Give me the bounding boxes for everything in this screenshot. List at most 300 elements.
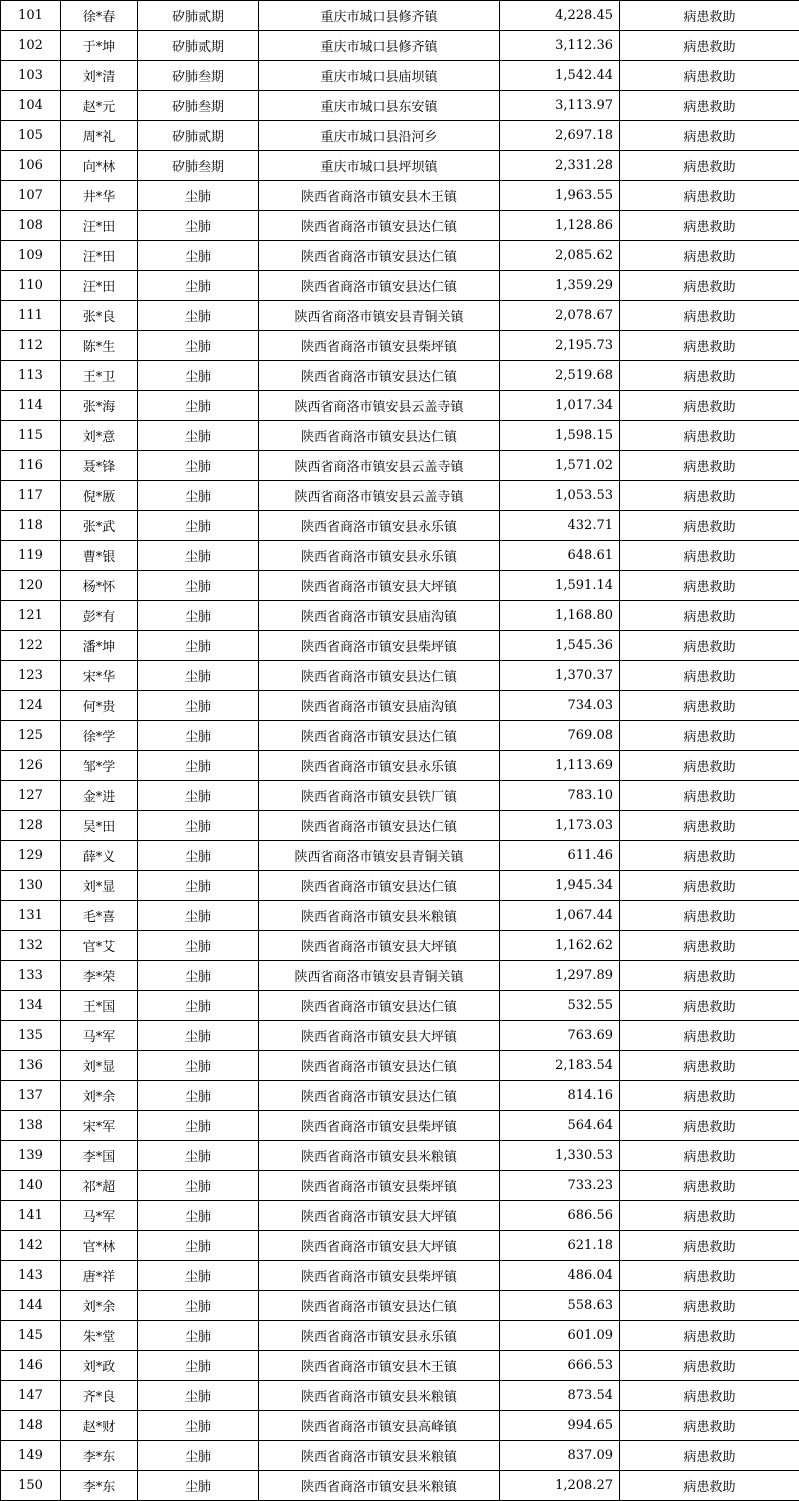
cell-disease: 矽肺叁期 bbox=[138, 61, 259, 91]
cell-address: 陕西省商洛市镇安县达仁镇 bbox=[259, 271, 500, 301]
cell-disease: 尘肺 bbox=[138, 241, 259, 271]
cell-address: 重庆市城口县沿河乡 bbox=[259, 121, 500, 151]
cell-disease: 尘肺 bbox=[138, 751, 259, 781]
cell-name: 向*林 bbox=[61, 151, 138, 181]
cell-no: 103 bbox=[1, 61, 61, 91]
table-row bbox=[1, 181, 799, 211]
cell-address: 陕西省商洛市镇安县柴坪镇 bbox=[259, 1261, 500, 1291]
cell-no: 133 bbox=[1, 961, 61, 991]
cell-no: 102 bbox=[1, 31, 61, 61]
table-row bbox=[1, 1381, 799, 1411]
cell-no: 149 bbox=[1, 1441, 61, 1471]
cell-address: 陕西省商洛市镇安县米粮镇 bbox=[259, 1471, 500, 1501]
table-row bbox=[1, 931, 799, 961]
cell-no: 112 bbox=[1, 331, 61, 361]
cell-amount: 1,963.55 bbox=[500, 181, 620, 211]
cell-no: 134 bbox=[1, 991, 61, 1021]
cell-name: 周*礼 bbox=[61, 121, 138, 151]
cell-disease: 尘肺 bbox=[138, 841, 259, 871]
cell-disease: 尘肺 bbox=[138, 1261, 259, 1291]
cell-disease: 尘肺 bbox=[138, 301, 259, 331]
cell-disease: 尘肺 bbox=[138, 361, 259, 391]
cell-relief-type: 病患救助 bbox=[620, 841, 799, 871]
table-row bbox=[1, 211, 799, 241]
cell-amount: 1,370.37 bbox=[500, 661, 620, 691]
cell-relief-type: 病患救助 bbox=[620, 1171, 799, 1201]
cell-amount: 1,168.80 bbox=[500, 601, 620, 631]
cell-amount: 734.03 bbox=[500, 691, 620, 721]
cell-name: 倪*厫 bbox=[61, 481, 138, 511]
cell-amount: 1,173.03 bbox=[500, 811, 620, 841]
cell-no: 144 bbox=[1, 1291, 61, 1321]
cell-amount: 994.65 bbox=[500, 1411, 620, 1441]
cell-address: 陕西省商洛市镇安县米粮镇 bbox=[259, 1441, 500, 1471]
cell-disease: 尘肺 bbox=[138, 1021, 259, 1051]
cell-name: 唐*祥 bbox=[61, 1261, 138, 1291]
cell-disease: 尘肺 bbox=[138, 1351, 259, 1381]
cell-address: 陕西省商洛市镇安县达仁镇 bbox=[259, 1291, 500, 1321]
cell-disease: 尘肺 bbox=[138, 631, 259, 661]
cell-relief-type: 病患救助 bbox=[620, 451, 799, 481]
cell-address: 陕西省商洛市镇安县大坪镇 bbox=[259, 1201, 500, 1231]
table-row bbox=[1, 571, 799, 601]
table-row bbox=[1, 961, 799, 991]
cell-disease: 尘肺 bbox=[138, 511, 259, 541]
cell-amount: 2,195.73 bbox=[500, 331, 620, 361]
cell-name: 刘*显 bbox=[61, 871, 138, 901]
cell-name: 毛*喜 bbox=[61, 901, 138, 931]
cell-amount: 601.09 bbox=[500, 1321, 620, 1351]
cell-no: 104 bbox=[1, 91, 61, 121]
cell-name: 王*卫 bbox=[61, 361, 138, 391]
cell-relief-type: 病患救助 bbox=[620, 331, 799, 361]
cell-relief-type: 病患救助 bbox=[620, 1081, 799, 1111]
table-row bbox=[1, 121, 799, 151]
cell-disease: 尘肺 bbox=[138, 421, 259, 451]
cell-no: 141 bbox=[1, 1201, 61, 1231]
cell-relief-type: 病患救助 bbox=[620, 481, 799, 511]
table-row bbox=[1, 631, 799, 661]
cell-amount: 783.10 bbox=[500, 781, 620, 811]
cell-no: 121 bbox=[1, 601, 61, 631]
table-row bbox=[1, 1411, 799, 1441]
cell-disease: 尘肺 bbox=[138, 1111, 259, 1141]
cell-no: 106 bbox=[1, 151, 61, 181]
cell-name: 何*贵 bbox=[61, 691, 138, 721]
cell-disease: 尘肺 bbox=[138, 481, 259, 511]
cell-name: 宋*华 bbox=[61, 661, 138, 691]
cell-disease: 尘肺 bbox=[138, 1081, 259, 1111]
cell-name: 马*军 bbox=[61, 1021, 138, 1051]
cell-no: 124 bbox=[1, 691, 61, 721]
cell-name: 朱*堂 bbox=[61, 1321, 138, 1351]
cell-no: 145 bbox=[1, 1321, 61, 1351]
cell-amount: 1,162.62 bbox=[500, 931, 620, 961]
table-row bbox=[1, 391, 799, 421]
cell-disease: 尘肺 bbox=[138, 931, 259, 961]
cell-relief-type: 病患救助 bbox=[620, 1411, 799, 1441]
cell-name: 刘*余 bbox=[61, 1291, 138, 1321]
cell-address: 重庆市城口县坪坝镇 bbox=[259, 151, 500, 181]
cell-disease: 尘肺 bbox=[138, 391, 259, 421]
cell-relief-type: 病患救助 bbox=[620, 721, 799, 751]
cell-amount: 564.64 bbox=[500, 1111, 620, 1141]
table-row bbox=[1, 151, 799, 181]
table-row bbox=[1, 1351, 799, 1381]
cell-relief-type: 病患救助 bbox=[620, 421, 799, 451]
cell-address: 陕西省商洛市镇安县柴坪镇 bbox=[259, 631, 500, 661]
table-row bbox=[1, 901, 799, 931]
cell-no: 107 bbox=[1, 181, 61, 211]
cell-name: 杨*怀 bbox=[61, 571, 138, 601]
cell-amount: 3,113.97 bbox=[500, 91, 620, 121]
cell-address: 陕西省商洛市镇安县达仁镇 bbox=[259, 811, 500, 841]
cell-address: 重庆市城口县庙坝镇 bbox=[259, 61, 500, 91]
cell-name: 彭*有 bbox=[61, 601, 138, 631]
cell-name: 赵*元 bbox=[61, 91, 138, 121]
cell-relief-type: 病患救助 bbox=[620, 661, 799, 691]
cell-relief-type: 病患救助 bbox=[620, 301, 799, 331]
cell-relief-type: 病患救助 bbox=[620, 61, 799, 91]
cell-relief-type: 病患救助 bbox=[620, 541, 799, 571]
cell-disease: 尘肺 bbox=[138, 901, 259, 931]
cell-name: 刘*清 bbox=[61, 61, 138, 91]
cell-address: 陕西省商洛市镇安县永乐镇 bbox=[259, 751, 500, 781]
table-row bbox=[1, 991, 799, 1021]
cell-address: 陕西省商洛市镇安县青铜关镇 bbox=[259, 961, 500, 991]
cell-address: 陕西省商洛市镇安县青铜关镇 bbox=[259, 301, 500, 331]
cell-name: 官*艾 bbox=[61, 931, 138, 961]
cell-no: 143 bbox=[1, 1261, 61, 1291]
cell-no: 111 bbox=[1, 301, 61, 331]
cell-name: 汪*田 bbox=[61, 211, 138, 241]
cell-no: 128 bbox=[1, 811, 61, 841]
table-row bbox=[1, 751, 799, 781]
cell-disease: 尘肺 bbox=[138, 691, 259, 721]
table-row bbox=[1, 1261, 799, 1291]
cell-relief-type: 病患救助 bbox=[620, 571, 799, 601]
cell-address: 陕西省商洛市镇安县米粮镇 bbox=[259, 1141, 500, 1171]
cell-no: 120 bbox=[1, 571, 61, 601]
cell-amount: 1,545.36 bbox=[500, 631, 620, 661]
table-row bbox=[1, 271, 799, 301]
table-body bbox=[1, 1, 799, 1501]
cell-amount: 611.46 bbox=[500, 841, 620, 871]
table-row bbox=[1, 1141, 799, 1171]
cell-no: 108 bbox=[1, 211, 61, 241]
cell-disease: 尘肺 bbox=[138, 1231, 259, 1261]
cell-disease: 矽肺叁期 bbox=[138, 91, 259, 121]
cell-name: 邹*学 bbox=[61, 751, 138, 781]
cell-name: 于*坤 bbox=[61, 31, 138, 61]
cell-address: 重庆市城口县修齐镇 bbox=[259, 31, 500, 61]
table-row bbox=[1, 1111, 799, 1141]
table-row bbox=[1, 1231, 799, 1261]
cell-relief-type: 病患救助 bbox=[620, 271, 799, 301]
cell-no: 142 bbox=[1, 1231, 61, 1261]
cell-address: 陕西省商洛市镇安县大坪镇 bbox=[259, 1231, 500, 1261]
cell-relief-type: 病患救助 bbox=[620, 1, 799, 31]
cell-no: 117 bbox=[1, 481, 61, 511]
cell-amount: 1,542.44 bbox=[500, 61, 620, 91]
cell-name: 刘*显 bbox=[61, 1051, 138, 1081]
cell-disease: 尘肺 bbox=[138, 811, 259, 841]
cell-no: 113 bbox=[1, 361, 61, 391]
cell-name: 徐*学 bbox=[61, 721, 138, 751]
cell-relief-type: 病患救助 bbox=[620, 391, 799, 421]
cell-relief-type: 病患救助 bbox=[620, 601, 799, 631]
cell-amount: 1,297.89 bbox=[500, 961, 620, 991]
cell-amount: 621.18 bbox=[500, 1231, 620, 1261]
cell-name: 李*荣 bbox=[61, 961, 138, 991]
cell-no: 140 bbox=[1, 1171, 61, 1201]
cell-address: 陕西省商洛市镇安县达仁镇 bbox=[259, 1081, 500, 1111]
cell-name: 吴*田 bbox=[61, 811, 138, 841]
table-row bbox=[1, 1051, 799, 1081]
cell-relief-type: 病患救助 bbox=[620, 91, 799, 121]
cell-name: 曹*银 bbox=[61, 541, 138, 571]
cell-disease: 尘肺 bbox=[138, 571, 259, 601]
cell-amount: 1,053.53 bbox=[500, 481, 620, 511]
cell-relief-type: 病患救助 bbox=[620, 1111, 799, 1141]
cell-amount: 1,591.14 bbox=[500, 571, 620, 601]
cell-amount: 3,112.36 bbox=[500, 31, 620, 61]
cell-address: 陕西省商洛市镇安县高峰镇 bbox=[259, 1411, 500, 1441]
cell-no: 147 bbox=[1, 1381, 61, 1411]
cell-name: 张*良 bbox=[61, 301, 138, 331]
cell-address: 陕西省商洛市镇安县云盖寺镇 bbox=[259, 391, 500, 421]
table-row bbox=[1, 511, 799, 541]
cell-relief-type: 病患救助 bbox=[620, 1261, 799, 1291]
cell-relief-type: 病患救助 bbox=[620, 1201, 799, 1231]
cell-disease: 尘肺 bbox=[138, 1051, 259, 1081]
cell-name: 刘*意 bbox=[61, 421, 138, 451]
cell-amount: 2,697.18 bbox=[500, 121, 620, 151]
cell-amount: 1,208.27 bbox=[500, 1471, 620, 1501]
cell-amount: 486.04 bbox=[500, 1261, 620, 1291]
cell-amount: 2,331.28 bbox=[500, 151, 620, 181]
cell-relief-type: 病患救助 bbox=[620, 871, 799, 901]
cell-disease: 尘肺 bbox=[138, 1321, 259, 1351]
cell-no: 101 bbox=[1, 1, 61, 31]
cell-amount: 1,128.86 bbox=[500, 211, 620, 241]
table-row bbox=[1, 331, 799, 361]
cell-name: 汪*田 bbox=[61, 271, 138, 301]
cell-disease: 尘肺 bbox=[138, 1291, 259, 1321]
table-row bbox=[1, 691, 799, 721]
cell-relief-type: 病患救助 bbox=[620, 1141, 799, 1171]
cell-relief-type: 病患救助 bbox=[620, 901, 799, 931]
cell-name: 李*东 bbox=[61, 1441, 138, 1471]
cell-no: 110 bbox=[1, 271, 61, 301]
table-row bbox=[1, 1081, 799, 1111]
cell-disease: 矽肺贰期 bbox=[138, 1, 259, 31]
cell-address: 陕西省商洛市镇安县达仁镇 bbox=[259, 871, 500, 901]
cell-disease: 矽肺贰期 bbox=[138, 31, 259, 61]
cell-amount: 558.63 bbox=[500, 1291, 620, 1321]
cell-address: 陕西省商洛市镇安县达仁镇 bbox=[259, 421, 500, 451]
cell-relief-type: 病患救助 bbox=[620, 811, 799, 841]
cell-disease: 尘肺 bbox=[138, 961, 259, 991]
cell-address: 陕西省商洛市镇安县米粮镇 bbox=[259, 1381, 500, 1411]
cell-no: 105 bbox=[1, 121, 61, 151]
cell-name: 汪*田 bbox=[61, 241, 138, 271]
cell-name: 张*武 bbox=[61, 511, 138, 541]
cell-address: 陕西省商洛市镇安县达仁镇 bbox=[259, 361, 500, 391]
cell-no: 150 bbox=[1, 1471, 61, 1501]
cell-disease: 尘肺 bbox=[138, 1471, 259, 1501]
cell-relief-type: 病患救助 bbox=[620, 1471, 799, 1501]
cell-name: 官*林 bbox=[61, 1231, 138, 1261]
cell-relief-type: 病患救助 bbox=[620, 961, 799, 991]
cell-relief-type: 病患救助 bbox=[620, 121, 799, 151]
table-row bbox=[1, 1201, 799, 1231]
cell-disease: 尘肺 bbox=[138, 871, 259, 901]
table-row bbox=[1, 721, 799, 751]
cell-name: 潘*坤 bbox=[61, 631, 138, 661]
cell-address: 陕西省商洛市镇安县柴坪镇 bbox=[259, 1111, 500, 1141]
cell-no: 137 bbox=[1, 1081, 61, 1111]
cell-name: 张*海 bbox=[61, 391, 138, 421]
cell-amount: 763.69 bbox=[500, 1021, 620, 1051]
cell-address: 陕西省商洛市镇安县达仁镇 bbox=[259, 1051, 500, 1081]
cell-amount: 733.23 bbox=[500, 1171, 620, 1201]
cell-no: 139 bbox=[1, 1141, 61, 1171]
cell-no: 114 bbox=[1, 391, 61, 421]
table-row bbox=[1, 1291, 799, 1321]
cell-name: 聂*锋 bbox=[61, 451, 138, 481]
cell-address: 陕西省商洛市镇安县大坪镇 bbox=[259, 931, 500, 961]
cell-disease: 尘肺 bbox=[138, 181, 259, 211]
cell-relief-type: 病患救助 bbox=[620, 1381, 799, 1411]
cell-no: 136 bbox=[1, 1051, 61, 1081]
cell-relief-type: 病患救助 bbox=[620, 991, 799, 1021]
table-row bbox=[1, 31, 799, 61]
cell-disease: 尘肺 bbox=[138, 661, 259, 691]
cell-no: 138 bbox=[1, 1111, 61, 1141]
cell-amount: 1,330.53 bbox=[500, 1141, 620, 1171]
cell-disease: 尘肺 bbox=[138, 1201, 259, 1231]
cell-address: 陕西省商洛市镇安县木王镇 bbox=[259, 181, 500, 211]
cell-disease: 尘肺 bbox=[138, 721, 259, 751]
cell-address: 陕西省商洛市镇安县达仁镇 bbox=[259, 211, 500, 241]
cell-relief-type: 病患救助 bbox=[620, 1021, 799, 1051]
cell-relief-type: 病患救助 bbox=[620, 1291, 799, 1321]
cell-amount: 1,017.34 bbox=[500, 391, 620, 421]
cell-disease: 尘肺 bbox=[138, 1381, 259, 1411]
cell-amount: 432.71 bbox=[500, 511, 620, 541]
cell-disease: 矽肺贰期 bbox=[138, 121, 259, 151]
cell-address: 陕西省商洛市镇安县永乐镇 bbox=[259, 541, 500, 571]
cell-amount: 1,945.34 bbox=[500, 871, 620, 901]
table-row bbox=[1, 1441, 799, 1471]
cell-address: 陕西省商洛市镇安县永乐镇 bbox=[259, 1321, 500, 1351]
cell-no: 115 bbox=[1, 421, 61, 451]
table-row bbox=[1, 1321, 799, 1351]
cell-address: 重庆市城口县东安镇 bbox=[259, 91, 500, 121]
cell-relief-type: 病患救助 bbox=[620, 181, 799, 211]
table-row bbox=[1, 841, 799, 871]
cell-address: 陕西省商洛市镇安县柴坪镇 bbox=[259, 1171, 500, 1201]
cell-relief-type: 病患救助 bbox=[620, 751, 799, 781]
table-row bbox=[1, 361, 799, 391]
cell-disease: 矽肺叁期 bbox=[138, 151, 259, 181]
table-row bbox=[1, 1021, 799, 1051]
table-row bbox=[1, 481, 799, 511]
table-row bbox=[1, 781, 799, 811]
cell-disease: 尘肺 bbox=[138, 451, 259, 481]
cell-relief-type: 病患救助 bbox=[620, 781, 799, 811]
cell-address: 陕西省商洛市镇安县庙沟镇 bbox=[259, 601, 500, 631]
cell-amount: 532.55 bbox=[500, 991, 620, 1021]
cell-no: 116 bbox=[1, 451, 61, 481]
cell-address: 陕西省商洛市镇安县永乐镇 bbox=[259, 511, 500, 541]
cell-address: 陕西省商洛市镇安县达仁镇 bbox=[259, 721, 500, 751]
table-row bbox=[1, 811, 799, 841]
cell-relief-type: 病患救助 bbox=[620, 631, 799, 661]
cell-name: 李*东 bbox=[61, 1471, 138, 1501]
cell-name: 李*国 bbox=[61, 1141, 138, 1171]
cell-name: 刘*政 bbox=[61, 1351, 138, 1381]
cell-address: 重庆市城口县修齐镇 bbox=[259, 1, 500, 31]
cell-address: 陕西省商洛市镇安县达仁镇 bbox=[259, 991, 500, 1021]
table-row bbox=[1, 541, 799, 571]
table-row bbox=[1, 871, 799, 901]
cell-address: 陕西省商洛市镇安县大坪镇 bbox=[259, 571, 500, 601]
cell-amount: 2,183.54 bbox=[500, 1051, 620, 1081]
cell-amount: 2,519.68 bbox=[500, 361, 620, 391]
cell-address: 陕西省商洛市镇安县庙沟镇 bbox=[259, 691, 500, 721]
cell-disease: 尘肺 bbox=[138, 541, 259, 571]
cell-amount: 1,359.29 bbox=[500, 271, 620, 301]
cell-disease: 尘肺 bbox=[138, 1441, 259, 1471]
cell-amount: 1,598.15 bbox=[500, 421, 620, 451]
cell-name: 齐*良 bbox=[61, 1381, 138, 1411]
cell-name: 祁*超 bbox=[61, 1171, 138, 1201]
cell-relief-type: 病患救助 bbox=[620, 1441, 799, 1471]
cell-no: 131 bbox=[1, 901, 61, 931]
cell-amount: 1,571.02 bbox=[500, 451, 620, 481]
cell-disease: 尘肺 bbox=[138, 211, 259, 241]
cell-amount: 1,113.69 bbox=[500, 751, 620, 781]
cell-amount: 837.09 bbox=[500, 1441, 620, 1471]
cell-relief-type: 病患救助 bbox=[620, 1051, 799, 1081]
cell-disease: 尘肺 bbox=[138, 1171, 259, 1201]
cell-relief-type: 病患救助 bbox=[620, 511, 799, 541]
cell-disease: 尘肺 bbox=[138, 331, 259, 361]
cell-no: 148 bbox=[1, 1411, 61, 1441]
table-row bbox=[1, 421, 799, 451]
cell-address: 陕西省商洛市镇安县米粮镇 bbox=[259, 901, 500, 931]
cell-no: 127 bbox=[1, 781, 61, 811]
cell-no: 135 bbox=[1, 1021, 61, 1051]
cell-amount: 648.61 bbox=[500, 541, 620, 571]
table-row bbox=[1, 241, 799, 271]
cell-amount: 769.08 bbox=[500, 721, 620, 751]
table-row bbox=[1, 1171, 799, 1201]
cell-address: 陕西省商洛市镇安县柴坪镇 bbox=[259, 331, 500, 361]
table-row bbox=[1, 301, 799, 331]
cell-name: 王*国 bbox=[61, 991, 138, 1021]
cell-no: 132 bbox=[1, 931, 61, 961]
cell-name: 薛*义 bbox=[61, 841, 138, 871]
cell-no: 125 bbox=[1, 721, 61, 751]
cell-name: 宋*军 bbox=[61, 1111, 138, 1141]
cell-no: 123 bbox=[1, 661, 61, 691]
cell-amount: 666.53 bbox=[500, 1351, 620, 1381]
cell-no: 119 bbox=[1, 541, 61, 571]
cell-address: 陕西省商洛市镇安县云盖寺镇 bbox=[259, 481, 500, 511]
